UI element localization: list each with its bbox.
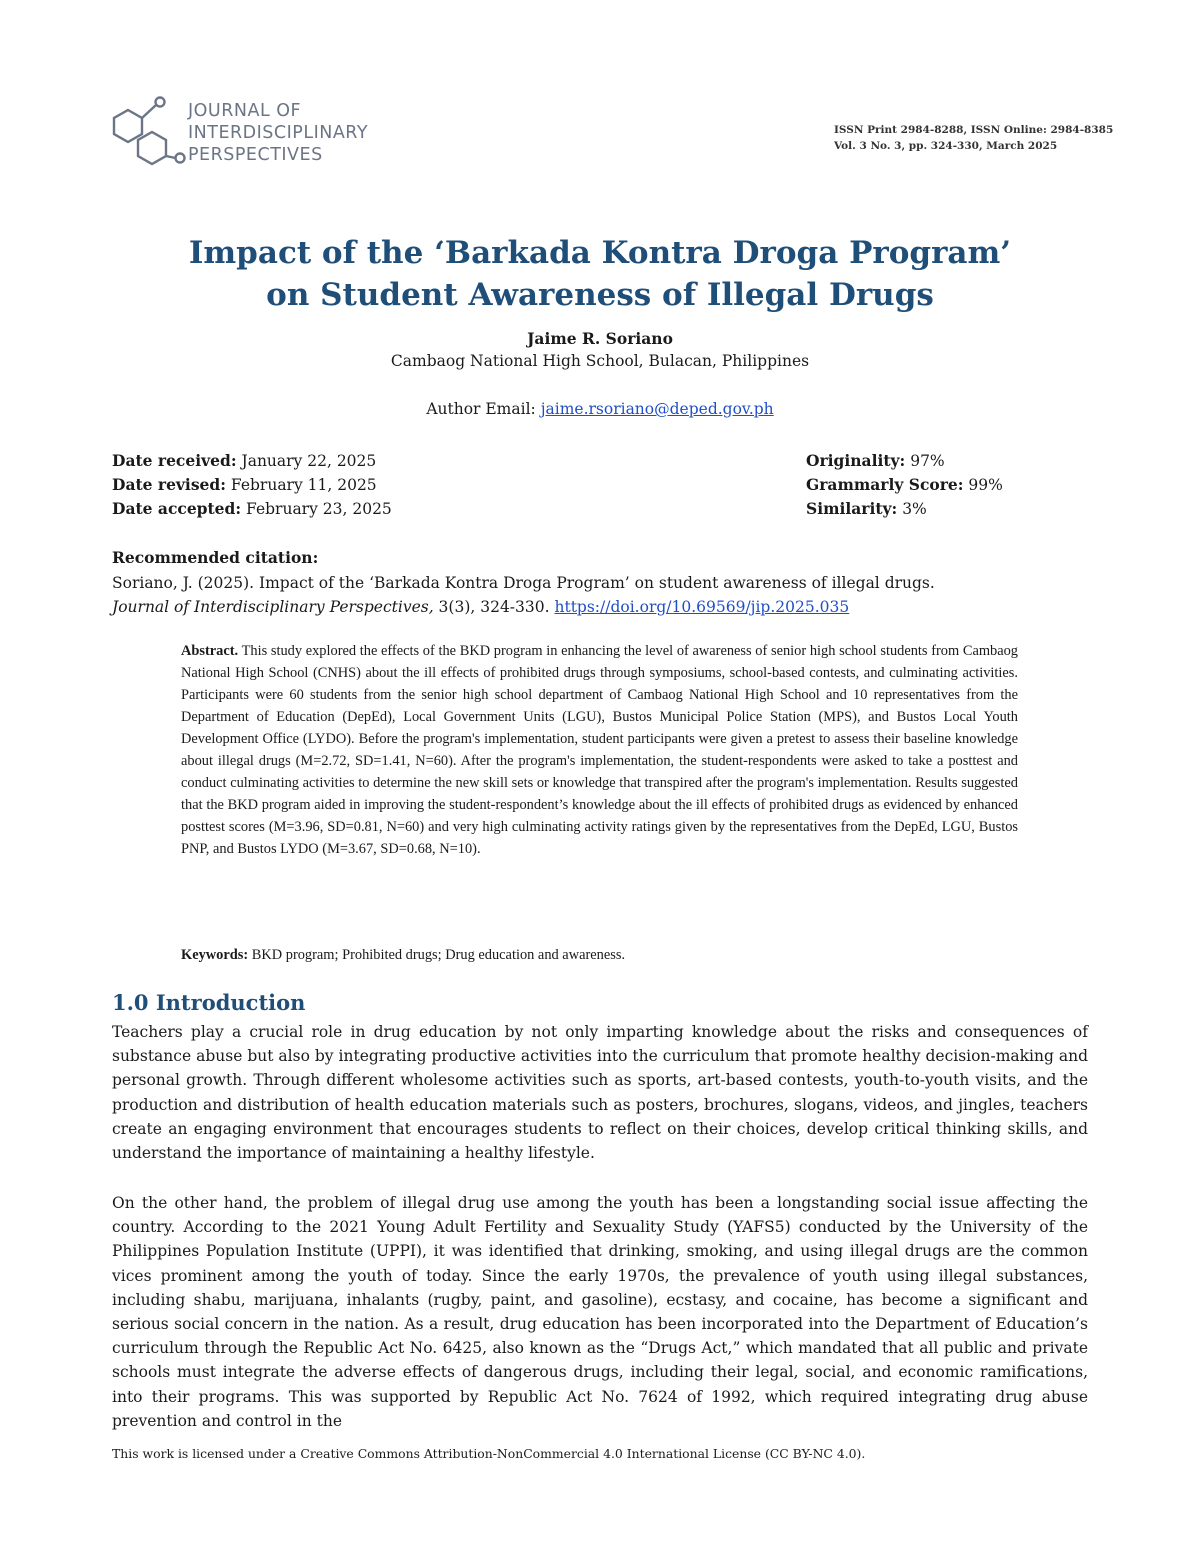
originality-score: Originality: 97% bbox=[806, 451, 945, 470]
keywords-label: Keywords: bbox=[181, 947, 249, 963]
keywords bbox=[181, 947, 625, 964]
section-heading: 1.0 Introduction bbox=[112, 990, 306, 1015]
email-label: Author Email: bbox=[426, 400, 536, 418]
citation-volume: 3(3), 324-330. bbox=[433, 598, 555, 616]
scores-block bbox=[806, 449, 1003, 521]
abstract bbox=[181, 640, 1018, 860]
date-revised: Date revised: February 11, 2025 bbox=[112, 475, 377, 494]
logo-line-1: JOURNAL OF bbox=[188, 101, 302, 121]
logo-line-2: INTERDISCIPLINARY bbox=[188, 123, 369, 143]
logo-line-3: PERSPECTIVES bbox=[188, 145, 323, 165]
author-email-link[interactable]: jaime.rsoriano@deped.gov.ph bbox=[540, 400, 774, 418]
keywords-text: BKD program; Prohibited drugs; Drug education and awareness. bbox=[251, 947, 626, 963]
license-footer: This work is licensed under a Creative Commons Attribution-NonCommercial 4.0 International License (CC BY-NC 4.0). bbox=[112, 1446, 866, 1461]
date-received: Date received: January 22, 2025 bbox=[112, 451, 377, 470]
author-affiliation: Cambaog National High School, Bulacan, Philippines bbox=[390, 352, 810, 370]
author-email-line bbox=[0, 400, 1200, 418]
intro-paragraph-1: Teachers play a crucial role in drug education by not only imparting knowledge about the risks and consequences of substance abuse but also by integrating productive activities into the curriculum that promote healthy decision-making and personal growth. Through different wholesome activities such as sports, art-based contests, youth-to-youth visits, and the production and distribution of health education materials such as posters, brochures, slogans, videos, and jingles, teachers create an engaging environment that encourages students to reflect on their choices, develop critical thinking skills, and understand the importance of maintaining a healthy lifestyle. bbox=[112, 1023, 1088, 1163]
title-line-1: Impact of the ‘Barkada Kontra Droga Program’ bbox=[188, 235, 1012, 271]
similarity-score: Similarity: 3% bbox=[806, 499, 927, 518]
issn-line: ISSN Print 2984-8288, ISSN Online: 2984-8385 bbox=[834, 124, 1114, 136]
volume-line: Vol. 3 No. 3, pp. 324-330, March 2025 bbox=[834, 140, 1058, 152]
journal-logo-text bbox=[188, 100, 368, 166]
page-title bbox=[100, 232, 1100, 316]
citation-journal: Journal of Interdisciplinary Perspectives, bbox=[112, 598, 434, 616]
intro-paragraph-2: On the other hand, the problem of illegal drug use among the youth has been a longstanding social issue affecting the country. According to the 2021 Young Adult Fertility and Sexuality Study (YAFS5) conducted by the University of the Philippines Population Institute (UPPI), it was identified that drinking, smoking, and using illegal drugs are the common vices prominent among the youth of today. Since the early 1970s, the prevalence of youth using illegal substances, including shabu, marijuana, inhalants (rugby, paint, and gasoline), ecstasy, and cocaine, has become a significant and serious social concern in the nation. As a result, drug education has been incorporated into the Department of Education’s curriculum through the Republic Act No. 6425, also known as the “Drugs Act,” which mandated that all public and private schools must integrate the adverse effects of dangerous drugs, including their legal, social, and economic ramifications, into their programs. This was supported by Republic Act No. 7624 of 1992, which required integrating drug abuse prevention and control in the bbox=[112, 1194, 1088, 1430]
grammarly-score: Grammarly Score: 99% bbox=[806, 475, 1003, 494]
title-line-2: on Student Awareness of Illegal Drugs bbox=[266, 277, 934, 313]
date-accepted: Date accepted: February 23, 2025 bbox=[112, 499, 392, 518]
citation-text bbox=[112, 571, 1092, 619]
issn-block bbox=[834, 122, 1113, 154]
abstract-text: This study explored the effects of the BKD program in enhancing the level of awareness of senior high school students from Cambaog National High School (CNHS) about the ill effects of prohibited drugs through symposiums, school-based contests, and culminating activities. Participants were 60 students from the senior high school department of Cambaog National High School and 10 representatives from the Department of Education (DepEd), Local Government Units (LGU), Bustos Municipal Police Station (MPS), and Bustos Local Youth Development Office (LYDO). Before the program's implementation, student participants were given a pretest to assess their baseline knowledge about illegal drugs (M=2.72, SD=1.41, N=60). After the program's implementation, the student-respondents were asked to take a posttest and conduct culminating activities to determine the new skill sets or knowledge that transpired after the program's implementation. Results suggested that the BKD program aided in improving the student-respondent’s knowledge about the ill effects of prohibited drugs as evidenced by enhanced posttest scores (M=3.96, SD=0.81, N=60) and very high culminating activity ratings given by the representatives from the DepEd, LGU, Bustos PNP, and Bustos LYDO (M=3.67, SD=0.68, N=10). bbox=[181, 643, 1019, 857]
citation-body: Soriano, J. (2025). Impact of the ‘Barkada Kontra Droga Program’ on student awareness of illegal drugs. bbox=[112, 574, 935, 592]
author-name: Jaime R. Soriano bbox=[527, 329, 673, 348]
doi-link[interactable]: https://doi.org/10.69569/jip.2025.035 bbox=[554, 598, 850, 616]
abstract-label: Abstract. bbox=[181, 643, 239, 659]
dates-block bbox=[112, 449, 392, 521]
citation-heading: Recommended citation: bbox=[112, 548, 319, 567]
